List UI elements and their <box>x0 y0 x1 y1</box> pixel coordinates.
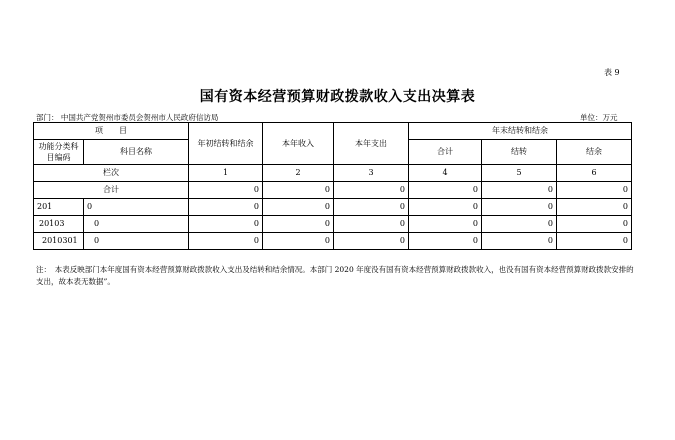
column-number: 6 <box>557 165 632 182</box>
row-name: 0 <box>84 233 189 250</box>
column-number: 5 <box>482 165 557 182</box>
cell-value: 0 <box>263 216 334 233</box>
table-row <box>34 199 632 216</box>
cell-value: 0 <box>557 182 632 199</box>
budget-table <box>33 122 632 250</box>
row-code: 201 <box>34 199 84 216</box>
department-label: 部门： 中国共产党贺州市委员会贺州市人民政府信访局 <box>36 113 219 122</box>
cell-value: 0 <box>409 199 482 216</box>
cell-value: 0 <box>334 233 409 250</box>
row-name: 合计 <box>34 182 189 199</box>
column-number-label: 栏次 <box>34 165 189 182</box>
cell-value: 0 <box>557 216 632 233</box>
cell-value: 0 <box>482 199 557 216</box>
header-income: 本年收入 <box>263 123 334 165</box>
cell-value: 0 <box>482 233 557 250</box>
table-note: 注： 本表反映部门本年度国有资本经营预算财政拨款收入支出及结转和结余情况。本部门 2020 年度没有国有资本经营预算财政拨款收入，也没有国有资本经营预算财政拨款安排的支出，故本表无数据”。 <box>36 265 634 286</box>
cell-value: 0 <box>482 182 557 199</box>
row-name: 0 <box>84 216 189 233</box>
header-opening-balance: 年初结转和结余 <box>189 123 263 165</box>
cell-value: 0 <box>334 182 409 199</box>
table-row <box>34 233 632 250</box>
header-carry: 结转 <box>482 140 557 165</box>
cell-value: 0 <box>263 233 334 250</box>
column-number: 2 <box>263 165 334 182</box>
row-name: 0 <box>84 199 189 216</box>
cell-value: 0 <box>189 216 263 233</box>
cell-value: 0 <box>263 182 334 199</box>
unit-label: 单位：万元 <box>580 113 618 122</box>
page-title: 国有资本经营预算财政拨款收入支出决算表 <box>199 89 476 105</box>
cell-value: 0 <box>409 233 482 250</box>
table-row-total <box>34 182 632 199</box>
header-surplus: 结余 <box>557 140 632 165</box>
column-number: 1 <box>189 165 263 182</box>
header-closing: 年末结转和结余 <box>409 123 632 140</box>
cell-value: 0 <box>334 216 409 233</box>
cell-value: 0 <box>557 233 632 250</box>
header-func-code: 功能分类科目编码 <box>34 140 84 165</box>
header-total: 合计 <box>409 140 482 165</box>
cell-value: 0 <box>189 182 263 199</box>
cell-value: 0 <box>189 199 263 216</box>
column-number-row <box>34 165 632 182</box>
cell-value: 0 <box>557 199 632 216</box>
cell-value: 0 <box>409 216 482 233</box>
header-project: 项 目 <box>34 123 189 140</box>
row-code: 20103 <box>34 216 84 233</box>
cell-value: 0 <box>263 199 334 216</box>
cell-value: 0 <box>189 233 263 250</box>
row-code: 2010301 <box>34 233 84 250</box>
header-expense: 本年支出 <box>334 123 409 165</box>
header-subject-name: 科目名称 <box>84 140 189 165</box>
cell-value: 0 <box>334 199 409 216</box>
cell-value: 0 <box>482 216 557 233</box>
cell-value: 0 <box>409 182 482 199</box>
column-number: 3 <box>334 165 409 182</box>
table-number: 表 9 <box>604 68 620 77</box>
column-number: 4 <box>409 165 482 182</box>
table-row <box>34 216 632 233</box>
